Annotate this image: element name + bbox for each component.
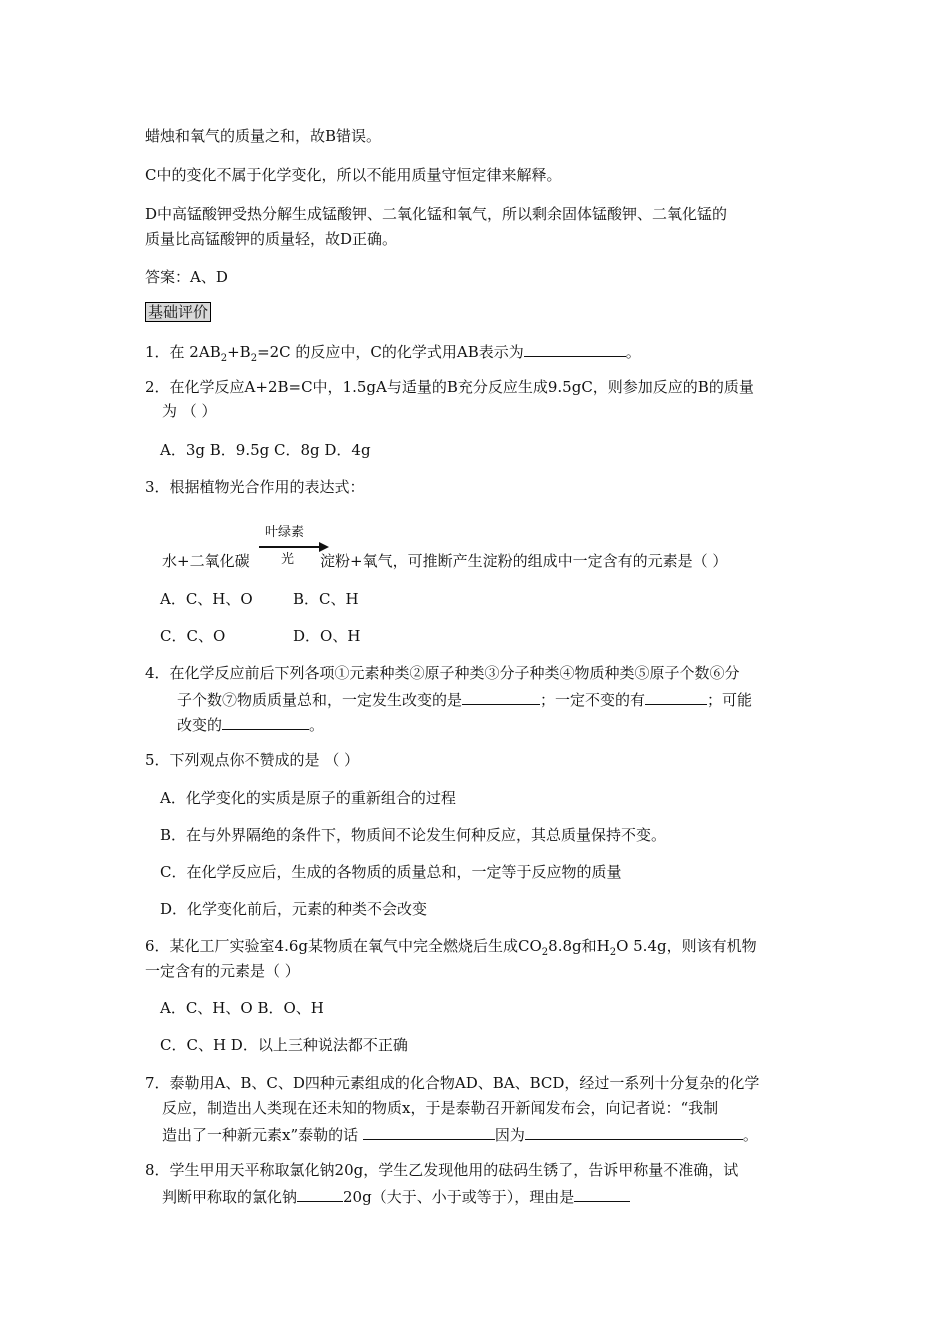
question-7: 7．泰勒用A、B、C、D四种元素组成的化合物AD、BA、BCD，经过一系列十分复杂的化学 xyxy=(145,1074,760,1092)
text-line: D中高锰酸钾受热分解生成锰酸钾、二氧化锰和氧气，所以剩余固体锰酸钾、二氧化锰的 xyxy=(145,205,728,223)
arrow-condition-bottom: 光 xyxy=(281,552,295,567)
q7-text: 因为 xyxy=(494,1126,525,1144)
answer-blank[interactable] xyxy=(645,688,707,705)
q4-text: ；一定不变的有 xyxy=(540,691,646,709)
q4-text: 。 xyxy=(309,716,325,734)
question-8: 8．学生甲用天平称取氯化钠20g，学生乙发现他用的砝码生锈了，告诉甲称量不准确，试 xyxy=(145,1161,739,1179)
answer-blank[interactable] xyxy=(574,1185,630,1202)
q4-text: ；可能 xyxy=(707,691,753,709)
q3-products: 淀粉+氧气，可推断产生淀粉的组成中一定含有的元素是（ ） xyxy=(320,552,728,570)
arrow-line xyxy=(259,546,321,548)
section-heading: 基础评价 xyxy=(145,302,211,322)
subscript: 2 xyxy=(220,353,228,364)
q5-option-a: A．化学变化的实质是原子的重新组合的过程 xyxy=(160,789,456,807)
q4-text: 子个数⑦物质质量总和，一定发生改变的是 xyxy=(177,691,463,709)
text-line: 蜡烛和氧气的质量之和，故B错误。 xyxy=(145,127,382,145)
arrow-condition-top: 叶绿素 xyxy=(265,525,305,540)
question-4-cont xyxy=(177,688,752,710)
answer-blank[interactable] xyxy=(524,340,626,357)
question-2-cont: 为 （ ） xyxy=(162,402,217,420)
text-line: C中的变化不属于化学变化，所以不能用质量守恒定律来解释。 xyxy=(145,166,562,184)
subscript: 2 xyxy=(541,947,549,958)
q6-text: 6．某化工厂实验室4.6g某物质在氧气中完全燃烧后生成CO xyxy=(145,937,542,955)
q6-options-cd: C．C、H D．以上三种说法都不正确 xyxy=(160,1036,408,1054)
q1-text: 。 xyxy=(625,343,641,361)
answer-line: 答案：A、D xyxy=(145,268,228,286)
q6-options-ab: A．C、H、O B．O、H xyxy=(160,999,324,1017)
subscript: 2 xyxy=(250,353,258,364)
q3-reactants: 水+二氧化碳 xyxy=(162,552,250,570)
q3-option-b: B．C、H xyxy=(293,590,359,608)
answer-blank[interactable] xyxy=(462,688,540,705)
answer-blank[interactable] xyxy=(525,1123,743,1140)
answer-blank[interactable] xyxy=(297,1185,343,1202)
q2-options: A．3g B．9.5g C．8g D．4g xyxy=(160,441,371,459)
question-2: 2．在化学反应A+2B=C中，1.5gA与适量的B充分反应生成9.5gC，则参加反应的B的质量 xyxy=(145,378,754,396)
q7-text: 造出了一种新元素x”泰勒的话 xyxy=(162,1126,363,1144)
q5-option-b: B．在与外界隔绝的条件下，物质间不论发生何种反应，其总质量保持不变。 xyxy=(160,826,667,844)
answer-blank[interactable] xyxy=(222,713,309,730)
question-4-cont xyxy=(177,713,324,735)
question-3: 3．根据植物光合作用的表达式： xyxy=(145,478,365,496)
question-7-cont xyxy=(162,1123,758,1145)
question-6 xyxy=(145,936,757,956)
text-line: 质量比高锰酸钾的质量轻，故D正确。 xyxy=(145,230,398,248)
q3-option-a: A．C、H、O xyxy=(160,590,253,608)
question-1 xyxy=(145,340,641,362)
q5-option-c: C．在化学反应后，生成的各物质的质量总和，一定等于反应物的质量 xyxy=(160,863,622,881)
q4-text: 改变的 xyxy=(177,716,223,734)
q7-text: 。 xyxy=(742,1126,758,1144)
q6-text: O 5.4g，则该有机物 xyxy=(616,937,757,955)
question-4: 4．在化学反应前后下列各项①元素种类②原子种类③分子种类④物质种类⑤原子个数⑥分 xyxy=(145,664,740,682)
q5-option-d: D．化学变化前后，元素的种类不会改变 xyxy=(160,900,428,918)
subscript: 2 xyxy=(609,947,617,958)
question-7-cont: 反应，制造出人类现在还未知的物质x，于是泰勒召开新闻发布会，向记者说：“我制 xyxy=(162,1099,719,1117)
q1-text: +B xyxy=(227,343,251,361)
question-6-cont: 一定含有的元素是（ ） xyxy=(145,962,300,980)
question-8-cont xyxy=(162,1185,630,1207)
answer-blank[interactable] xyxy=(363,1123,495,1140)
q8-text: 20g（大于、小于或等于），理由是 xyxy=(343,1188,575,1206)
q3-option-d: D．O、H xyxy=(293,627,361,645)
q8-text: 判断甲称取的氯化钠 xyxy=(162,1188,298,1206)
question-5: 5．下列观点你不赞成的是 （ ） xyxy=(145,751,360,769)
q1-text: =2C 的反应中，C的化学式用AB表示为 xyxy=(257,343,524,361)
q6-text: 8.8g和H xyxy=(548,937,610,955)
q1-text: 1．在 2AB xyxy=(145,343,221,361)
q3-option-c: C．C、O xyxy=(160,627,226,645)
